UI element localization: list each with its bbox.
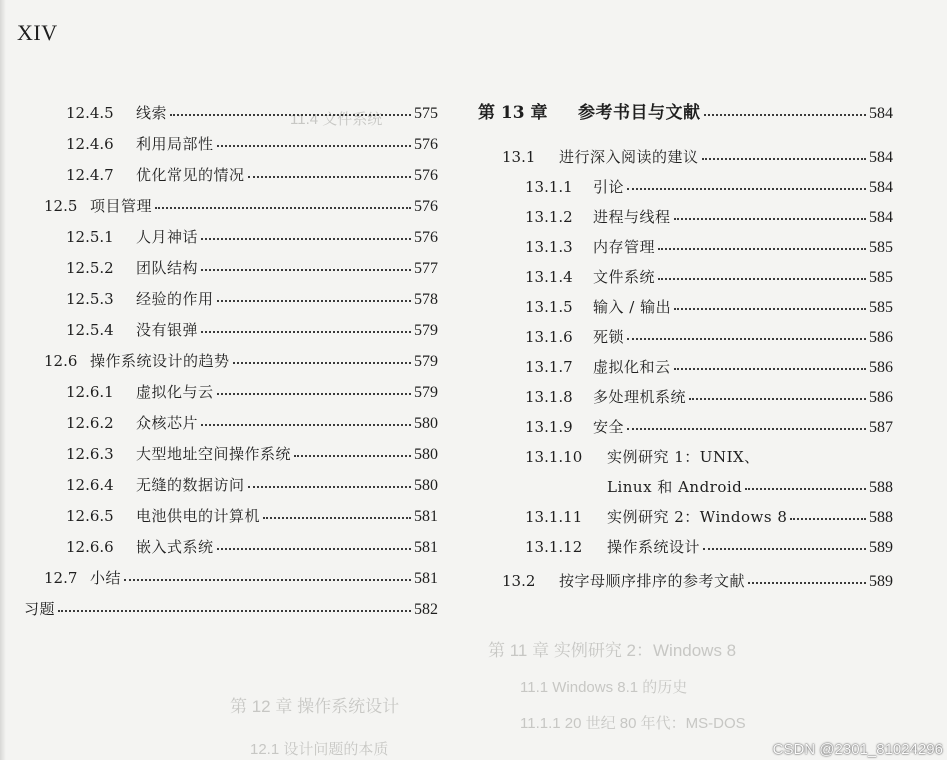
- entry-number: 13.1.9: [525, 418, 573, 436]
- dot-leader: [58, 610, 411, 612]
- dot-leader: [627, 338, 866, 340]
- dot-leader: [674, 368, 866, 370]
- entry-page: 579: [414, 322, 438, 339]
- entry-number: 12.4.5: [66, 104, 114, 122]
- dot-leader: [702, 158, 866, 160]
- entry-title: 线索: [136, 104, 168, 122]
- entry-number: 12.6: [44, 352, 78, 370]
- dot-leader: [745, 488, 866, 490]
- toc-entry-13-2[interactable]: [502, 568, 893, 594]
- entry-title: 操作系统设计: [607, 538, 701, 556]
- toc-entry-12-6-6[interactable]: [66, 534, 438, 560]
- entry-page: 584: [869, 209, 893, 226]
- entry-number: 12.5.2: [66, 259, 114, 277]
- entry-number: 12.6.5: [66, 507, 114, 525]
- toc-entry-exercises[interactable]: [24, 596, 438, 622]
- dot-leader: [248, 176, 411, 178]
- toc-entry-13-1-12[interactable]: [525, 534, 893, 560]
- entry-page: 581: [414, 570, 438, 587]
- entry-page: 584: [869, 149, 893, 166]
- entry-title: 项目管理: [90, 197, 153, 215]
- entry-number: 第 13 章: [478, 103, 548, 123]
- entry-page: 577: [414, 260, 438, 277]
- dot-leader: [201, 269, 411, 271]
- entry-page: 588: [869, 479, 893, 496]
- entry-title: 进程与线程: [593, 208, 671, 226]
- entry-title: 进行深入阅读的建议: [559, 148, 699, 166]
- entry-number: 12.6.1: [66, 383, 114, 401]
- toc-entry-13-1-9[interactable]: [525, 414, 893, 440]
- toc-entry-12-6[interactable]: [44, 348, 438, 374]
- dot-leader: [674, 218, 866, 220]
- dot-leader: [703, 548, 866, 550]
- entry-page: 581: [414, 539, 438, 556]
- entry-page: 585: [869, 299, 893, 316]
- toc-entry-12-4-5[interactable]: [66, 100, 438, 126]
- entry-number: 13.1.5: [525, 298, 573, 316]
- dot-leader: [704, 114, 867, 116]
- bleed-through-text: 11.4 文件系统: [290, 111, 383, 128]
- entry-title: 按字母顺序排序的参考文献: [559, 572, 746, 590]
- entry-number: 13.2: [502, 572, 536, 590]
- entry-page: 576: [414, 229, 438, 246]
- entry-number: 12.6.4: [66, 476, 114, 494]
- entry-title: 众核芯片: [136, 414, 199, 432]
- toc-entry-12-7[interactable]: [44, 565, 438, 591]
- entry-number: 12.7: [44, 569, 78, 587]
- dot-leader: [627, 188, 866, 190]
- entry-number: 12.4.6: [66, 135, 114, 153]
- entry-number: 12.6.3: [66, 445, 114, 463]
- entry-number: 12.5.3: [66, 290, 114, 308]
- dot-leader: [248, 486, 411, 488]
- entry-number: 13.1.6: [525, 328, 573, 346]
- toc-entry-13-1-10[interactable]: [525, 444, 893, 470]
- entry-number: 13.1.4: [525, 268, 573, 286]
- toc-entry-13-1-4[interactable]: [525, 264, 893, 290]
- bleed-through-text: 11.1.1 20 世纪 80 年代：MS-DOS: [520, 715, 746, 732]
- entry-number: 13.1.2: [525, 208, 573, 226]
- dot-leader: [217, 548, 411, 550]
- entry-number: 12.5.1: [66, 228, 114, 246]
- entry-number: 12.5: [44, 197, 78, 215]
- entry-page: 589: [869, 539, 893, 556]
- dot-leader: [233, 362, 411, 364]
- dot-leader: [294, 455, 411, 457]
- entry-page: 580: [414, 477, 438, 494]
- toc-entry-12-4-6[interactable]: [66, 131, 438, 157]
- entry-page: 584: [869, 105, 893, 122]
- toc-entry-12-6-2[interactable]: [66, 410, 438, 436]
- dot-leader: [155, 207, 411, 209]
- dot-leader: [748, 582, 866, 584]
- entry-page: 585: [869, 269, 893, 286]
- toc-entry-12-6-3[interactable]: [66, 441, 438, 467]
- entry-number: 13.1.11: [525, 508, 583, 526]
- entry-page: 587: [869, 419, 893, 436]
- entry-number: 12.4.7: [66, 166, 114, 184]
- entry-page: 586: [869, 389, 893, 406]
- entry-title: 人月神话: [136, 228, 199, 246]
- dot-leader: [627, 428, 866, 430]
- entry-page: 586: [869, 329, 893, 346]
- dot-leader: [217, 393, 411, 395]
- dot-leader: [201, 331, 411, 333]
- dot-leader: [263, 517, 411, 519]
- entry-page: 578: [414, 291, 438, 308]
- toc-entry-12-6-1[interactable]: [66, 379, 438, 405]
- entry-page: 581: [414, 508, 438, 525]
- toc-entry-13-1-1[interactable]: [525, 174, 893, 200]
- entry-title: 安全: [593, 418, 625, 436]
- entry-title: 大型地址空间操作系统: [136, 445, 292, 463]
- entry-title: 操作系统设计的趋势: [90, 352, 230, 370]
- entry-number: 13.1.3: [525, 238, 573, 256]
- dot-leader: [201, 424, 411, 426]
- dot-leader: [790, 518, 866, 520]
- toc-entry-12-6-5[interactable]: [66, 503, 438, 529]
- entry-title: 小结: [90, 569, 122, 587]
- toc-entry-12-5-4[interactable]: [66, 317, 438, 343]
- entry-number: 13.1.10: [525, 448, 583, 466]
- entry-title: 利用局部性: [136, 135, 214, 153]
- toc-entry-13-1-8[interactable]: [525, 384, 893, 410]
- toc-entry-13-1-6[interactable]: [525, 324, 893, 350]
- dot-leader: [201, 238, 411, 240]
- toc-entry-12-5[interactable]: [44, 193, 438, 219]
- toc-entry-13-1[interactable]: [502, 144, 893, 170]
- entry-number: 13.1.8: [525, 388, 573, 406]
- entry-page: 575: [414, 105, 438, 122]
- entry-page: 582: [414, 601, 438, 618]
- toc-entry-13-1-3[interactable]: [525, 234, 893, 260]
- entry-page: 576: [414, 198, 438, 215]
- toc-entry-13-1-10-cont[interactable]: [607, 474, 893, 500]
- entry-number: 12.5.4: [66, 321, 114, 339]
- entry-number: 13.1.7: [525, 358, 573, 376]
- page-edge-shadow: [0, 0, 6, 760]
- entry-number: 13.1: [502, 148, 536, 166]
- entry-title: 团队结构: [136, 259, 199, 277]
- toc-entry-12-4-7[interactable]: [66, 162, 438, 188]
- bleed-through-text: 11.1 Windows 8.1 的历史: [520, 679, 688, 696]
- entry-title: 经验的作用: [136, 290, 214, 308]
- toc-entry-12-5-3[interactable]: [66, 286, 438, 312]
- entry-title: 实例研究 2：Windows 8: [607, 508, 788, 526]
- toc-entry-13-1-11[interactable]: [525, 504, 893, 530]
- entry-title: 电池供电的计算机: [136, 507, 261, 525]
- entry-number: 13.1.1: [525, 178, 573, 196]
- entry-title: 习题: [24, 600, 56, 618]
- entry-page: 585: [869, 239, 893, 256]
- entry-number: 12.6.6: [66, 538, 114, 556]
- entry-title: Linux 和 Android: [607, 478, 743, 496]
- entry-page: 580: [414, 415, 438, 432]
- entry-title: 输入 / 输出: [593, 298, 672, 316]
- entry-page: 576: [414, 136, 438, 153]
- entry-title: 参考书目与文献: [578, 103, 701, 123]
- toc-entry-13-1-2[interactable]: [525, 204, 893, 230]
- entry-number: 13.1.12: [525, 538, 583, 556]
- toc-entry-12-5-2[interactable]: [66, 255, 438, 281]
- dot-leader: [658, 248, 866, 250]
- entry-title: 无缝的数据访问: [136, 476, 245, 494]
- bleed-through-text: 第 11 章 实例研究 2：Windows 8: [488, 641, 737, 660]
- toc-entry-13-1-5[interactable]: [525, 294, 893, 320]
- dot-leader: [217, 145, 411, 147]
- toc-chapter-13[interactable]: [478, 100, 893, 126]
- toc-entry-13-1-7[interactable]: [525, 354, 893, 380]
- dot-leader: [689, 398, 866, 400]
- entry-page: 579: [414, 353, 438, 370]
- dot-leader: [674, 308, 866, 310]
- entry-page: 589: [869, 573, 893, 590]
- entry-title: 实例研究 1：UNIX、: [607, 448, 760, 466]
- entry-title: 多处理机系统: [593, 388, 687, 406]
- entry-title: 虚拟化和云: [593, 358, 671, 376]
- entry-title: 优化常见的情况: [136, 166, 245, 184]
- entry-title: 嵌入式系统: [136, 538, 214, 556]
- entry-title: 虚拟化与云: [136, 383, 214, 401]
- entry-title: 内存管理: [593, 238, 656, 256]
- dot-leader: [658, 278, 866, 280]
- entry-title: 引论: [593, 178, 625, 196]
- dot-leader: [170, 114, 411, 116]
- entry-title: 文件系统: [593, 268, 656, 286]
- entry-page: 579: [414, 384, 438, 401]
- page-number: XIV: [17, 20, 58, 45]
- entry-title: 死锁: [593, 328, 625, 346]
- dot-leader: [217, 300, 411, 302]
- dot-leader: [124, 579, 411, 581]
- entry-page: 588: [869, 509, 893, 526]
- toc-entry-12-6-4[interactable]: [66, 472, 438, 498]
- bleed-through-text: 第 12 章 操作系统设计: [230, 697, 400, 716]
- entry-page: 586: [869, 359, 893, 376]
- toc-entry-12-5-1[interactable]: [66, 224, 438, 250]
- watermark: CSDN @2301_81024296: [772, 741, 943, 758]
- entry-title: 没有银弹: [136, 321, 199, 339]
- entry-number: 12.6.2: [66, 414, 114, 432]
- entry-page: 580: [414, 446, 438, 463]
- entry-page: 584: [869, 179, 893, 196]
- entry-page: 576: [414, 167, 438, 184]
- bleed-through-text: 12.1 设计问题的本质: [250, 741, 389, 758]
